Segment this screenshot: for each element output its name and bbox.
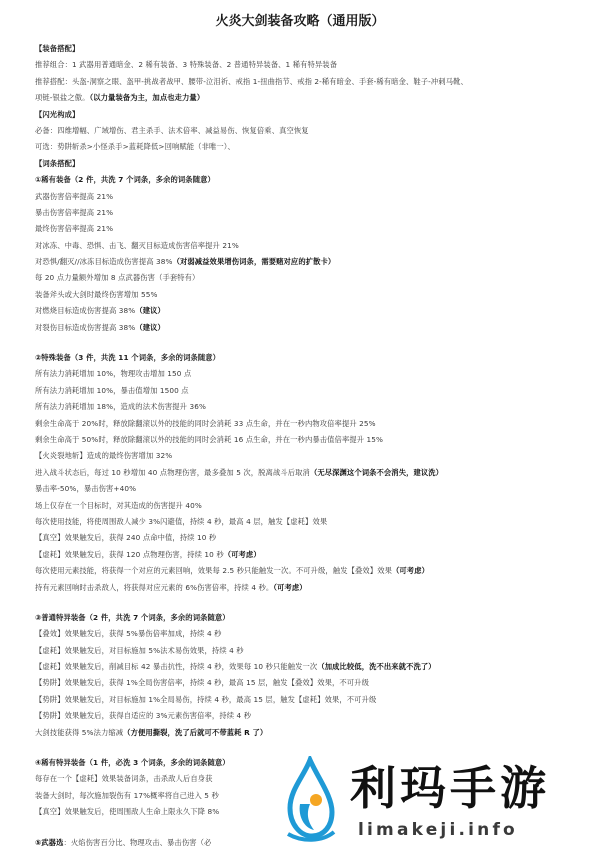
section-header-flash: 【闪光构成】: [35, 109, 80, 119]
document-body: [35, 44, 580, 854]
common-affix-2: 【虚耗】效果触发后，对目标施加 5%法术易伤效果，持续 4 秒: [35, 645, 244, 655]
rare-gear-title: ①稀有装备（2 件，共洗 7 个词条，多余的词条随意）: [35, 175, 215, 185]
special-affix-10: 每次使用技能，将使周围敌人减少 3%闪避值，持续 4 秒，最高 4 层，触发【虚耗】效果: [35, 516, 328, 526]
rare-affix-8: 对燃烧目标造成伤害提高 38%（建议）: [35, 306, 165, 316]
gear-recommend-tail: 项链-银盐之傲。（以力量装备为主，加点也走力量）: [35, 93, 205, 103]
special-affix-11: 【真空】效果触发后，获得 240 点命中值，持续 10 秒: [35, 533, 217, 543]
special-affix-1: 所有法力消耗增加 10%，物理攻击增加 150 点: [35, 369, 192, 379]
special-affix-3: 所有法力消耗增加 18%，造成的法术伤害提升 36%: [35, 402, 207, 412]
common-affix-3: 【虚耗】效果触发后，削减目标 42 暴击抗性，持续 4 秒，效果每 10 秒只能触发一次（加成比较低，洗不出来就不洗了）: [35, 662, 436, 672]
rare-affix-6: 每 20 点力量额外增加 8 点武器伤害（手套特有）: [35, 273, 200, 283]
water-drop-logo-icon: [282, 756, 338, 844]
section-header-affix: 【词条搭配】: [35, 158, 80, 168]
rare-affix-7: 装备斧头或大剑时最终伤害增加 55%: [35, 289, 158, 299]
special-affix-12: 【虚耗】效果触发后，获得 120 点物理伤害，持续 10 秒（可考虑）: [35, 549, 261, 559]
gear-note: （以力量装备为主，加点也走力量）: [89, 93, 205, 103]
rare-affix-1: 武器伤害倍率提高 21%: [35, 191, 114, 201]
special-affix-4: 剩余生命高于 20%时，释放除翻滚以外的技能的同时会消耗 33 点生命，并在一秒内物攻倍率提升 25%: [35, 418, 376, 428]
rare-affix-2: 暴击伤害倍率提高 21%: [35, 207, 114, 217]
section-header-gear: 【装备搭配】: [35, 44, 80, 53]
special-affix-14: 持有元素回响时击杀敌人，将获得对应元素的 6%伤害倍率，持续 4 秒。（可考虑）: [35, 582, 307, 592]
rare-affix-9: 对裂伤目标造成伤害提高 38%（建议）: [35, 322, 165, 332]
special-affix-6: 【火炎裂地斩】造成的最终伤害增加 32%: [35, 451, 173, 461]
rare-special-affix-2: 装备大剑时，每次施加裂伤有 17%概率将自己进入 5 秒: [35, 790, 219, 800]
rare-affix-5: 对恐惧/翻灭//冰冻目标造成伤害提高 38%（对弱减益效果增伤词条，需要赌对应的扩散卡）: [35, 257, 336, 267]
rare-affix-4: 对冰冻、中毒、恐惧、击飞、翻灭目标造成伤害倍率提升 21%: [35, 240, 239, 250]
gear-recommend-detail: 推荐搭配：头盔-洞察之眼、盔甲-挑战者战甲、腰带-泣泪祈、戒指 1-扭曲指节、戒指 2-稀有暗金、手套-稀有暗金、鞋子-冲刺马靴、: [35, 76, 468, 86]
common-affix-1: 【叠效】效果触发后，获得 5%暴伤倍率加成，持续 4 秒: [35, 629, 222, 639]
special-affix-2: 所有法力消耗增加 10%，暴击值增加 1500 点: [35, 385, 189, 395]
special-affix-8: 暴击率-50%，暴击伤害+40%: [35, 484, 137, 494]
special-affix-5: 剩余生命高于 50%时，释放除翻滚以外的技能的同时会消耗 16 点生命，并在一秒内暴击值倍率提升 15%: [35, 434, 384, 444]
special-affix-7: 进入战斗状态后，每过 10 秒增加 40 点物理伤害，最多叠加 5 次，脱离战斗后取消（无尽深渊这个词条不会消失，建议洗）: [35, 467, 444, 477]
special-affix-13: 每次使用元素技能，将获得一个对应的元素回响，效果每 2.5 秒只能触发一次。不可升级，触发【叠效】效果（可考虑）: [35, 566, 429, 576]
common-affix-7: 大剑技能获得 5%法力缩减（方便用撕裂，洗了后就可不带蓝耗 R 了）: [35, 727, 268, 737]
watermark: [262, 752, 600, 848]
rare-affix-3: 最终伤害倍率提高 21%: [35, 224, 114, 234]
watermark-url: limakeji.info: [358, 820, 518, 840]
common-affix-4: 【势阱】效果触发后，获得 1%全局伤害倍率，持续 4 秒，最高 15 层，触发【叠效】效果，不可升级: [35, 678, 369, 688]
flash-required: 必备：四维增幅、广域增伤、君主杀手、法术倍率、减益易伤、恢复倍乘、真空恢复: [35, 125, 309, 135]
flash-optional: 可选：势阱斩杀>小怪杀手>蓝耗降低>回响赋能（非唯一）、: [35, 142, 235, 152]
weapon-selection: ⑤武器选：火焰伤害百分比、物理攻击、暴击伤害（必: [35, 837, 212, 847]
rare-special-gear-title: ④稀有特异装备（1 件，必洗 3 个词条，多余的词条随意）: [35, 758, 230, 768]
page-title: 火炎大剑装备攻略（通用版）: [215, 14, 385, 29]
common-affix-6: 【势阱】效果触发后，获得自适应的 3%元素伤害倍率，持续 4 秒: [35, 711, 252, 721]
common-special-gear-title: ③普通特异装备（2 件，共洗 7 个词条，多余的词条随意）: [35, 612, 230, 622]
special-affix-9: 场上仅存在一个目标时，对其造成的伤害提升 40%: [35, 500, 202, 510]
rare-special-affix-1: 每存在一个【虚耗】效果装备词条，击杀敌人后自身获: [35, 774, 213, 784]
rare-special-affix-3: 【真空】效果触发后，使周围敌人生命上限永久下降 8%: [35, 807, 220, 817]
common-affix-5: 【势阱】效果触发后，对目标施加 1%全局易伤，持续 4 秒，最高 15 层，触发【虚耗】效果，不可升级: [35, 694, 377, 704]
special-gear-title: ②特殊装备（3 件，共洗 11 个词条，多余的词条随意）: [35, 353, 221, 363]
watermark-title: 利玛手游: [350, 761, 550, 815]
gear-recommend-combo: 推荐组合：1 武器用普通暗金、2 稀有装备、3 特殊装备、2 普通特异装备、1 稀有特异装备: [35, 60, 338, 70]
